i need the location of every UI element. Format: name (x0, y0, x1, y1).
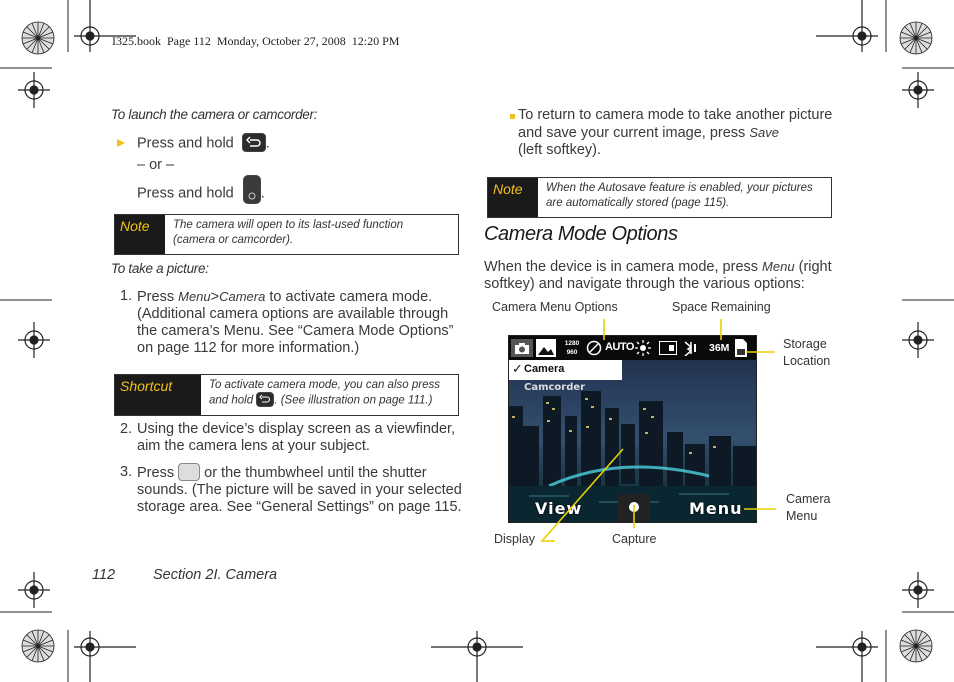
callout-display: Display (494, 532, 535, 546)
callout-storage-location: Storage Location (783, 337, 831, 368)
shortcut-tag: Shortcut (115, 375, 201, 415)
note-tag-1: Note (115, 215, 165, 254)
return-bullet-b: (left softkey). (518, 142, 601, 158)
step-3-press: Press (137, 464, 175, 481)
return-bullet-save: Save (749, 125, 779, 140)
softkey-view[interactable]: View (535, 499, 583, 518)
press-hold-line-1: Press and hold . (137, 134, 270, 153)
step-1-menu: Menu (178, 289, 211, 304)
step-2-text: Using the device’s display screen as a viewfinder, aim the camera lens at your subject. (137, 421, 456, 454)
intro-b: (right softkey) and navigate through the various options: (484, 259, 832, 292)
page-number: 112 (92, 567, 116, 583)
step-number-2: 2. (120, 421, 133, 437)
press-hold-label-1: Press and hold (137, 135, 234, 152)
auto-mode-icon[interactable]: AUTO (605, 341, 634, 353)
checkmark-icon: ✓ (512, 361, 523, 376)
section-title: Camera Mode Options (484, 223, 678, 245)
callout-space-remaining: Space Remaining (672, 300, 771, 314)
softkey-menu[interactable]: Menu (689, 499, 743, 518)
footer-section: Section 2I. Camera (153, 567, 278, 583)
resolution-bottom: 960 (566, 349, 578, 356)
callout-capture: Capture (612, 532, 657, 546)
note-tag-2: Note (488, 178, 538, 217)
note-text-1: The camera will open to its last-used function (camera or camcorder). (173, 219, 404, 246)
intro-a: When the device is in camera mode, press (484, 259, 759, 275)
header-file-info: I325.book Page 112 Monday, October 27, 2008 12:20 PM (112, 34, 400, 48)
callout-menu-options: Camera Menu Options (492, 300, 618, 314)
press-hold-line-2: Press and hold . (137, 179, 265, 208)
step-1-press: Press (137, 289, 175, 305)
shortcut-text-a: To activate camera mode, you can also press and hold (209, 379, 440, 407)
step-1-rest: to activate camera mode. (Additional camera options are available through the camera’s Menu. See “Camera Mode Options” on page 112 for more information.) (137, 289, 454, 356)
menu-item-camcorder[interactable]: Camcorder (524, 382, 586, 393)
step-number-1: 1. (120, 288, 133, 304)
menu-item-camera[interactable]: Camera (524, 363, 565, 375)
intro-menu: Menu (762, 259, 795, 274)
return-bullet-a: To return to camera mode to take another picture and save your current image, press (518, 107, 833, 141)
step-1-camera: Camera (219, 289, 266, 304)
note-text-2: When the Autosave feature is enabled, your pictures are automatically stored (page 115). (546, 182, 813, 209)
step-3-rest: or the thumbwheel until the shutter sounds. (The picture will be saved in your selected storage area. See “General Settings” on page 115. (137, 464, 462, 515)
press-hold-label-2: Press and hold (137, 185, 234, 202)
step-1-sep: > (210, 289, 220, 305)
space-remaining-value: 36M (709, 342, 730, 354)
callout-camera-menu: Camera Menu (786, 492, 831, 523)
resolution-top: 1280 (564, 340, 580, 347)
step-number-3: 3. (120, 464, 133, 480)
take-heading: To take a picture: (111, 261, 209, 276)
launch-heading: To launch the camera or camcorder: (111, 107, 318, 122)
or-separator: – or – (137, 157, 175, 173)
shortcut-text-b: . (See illustration on page 111.) (274, 394, 433, 407)
